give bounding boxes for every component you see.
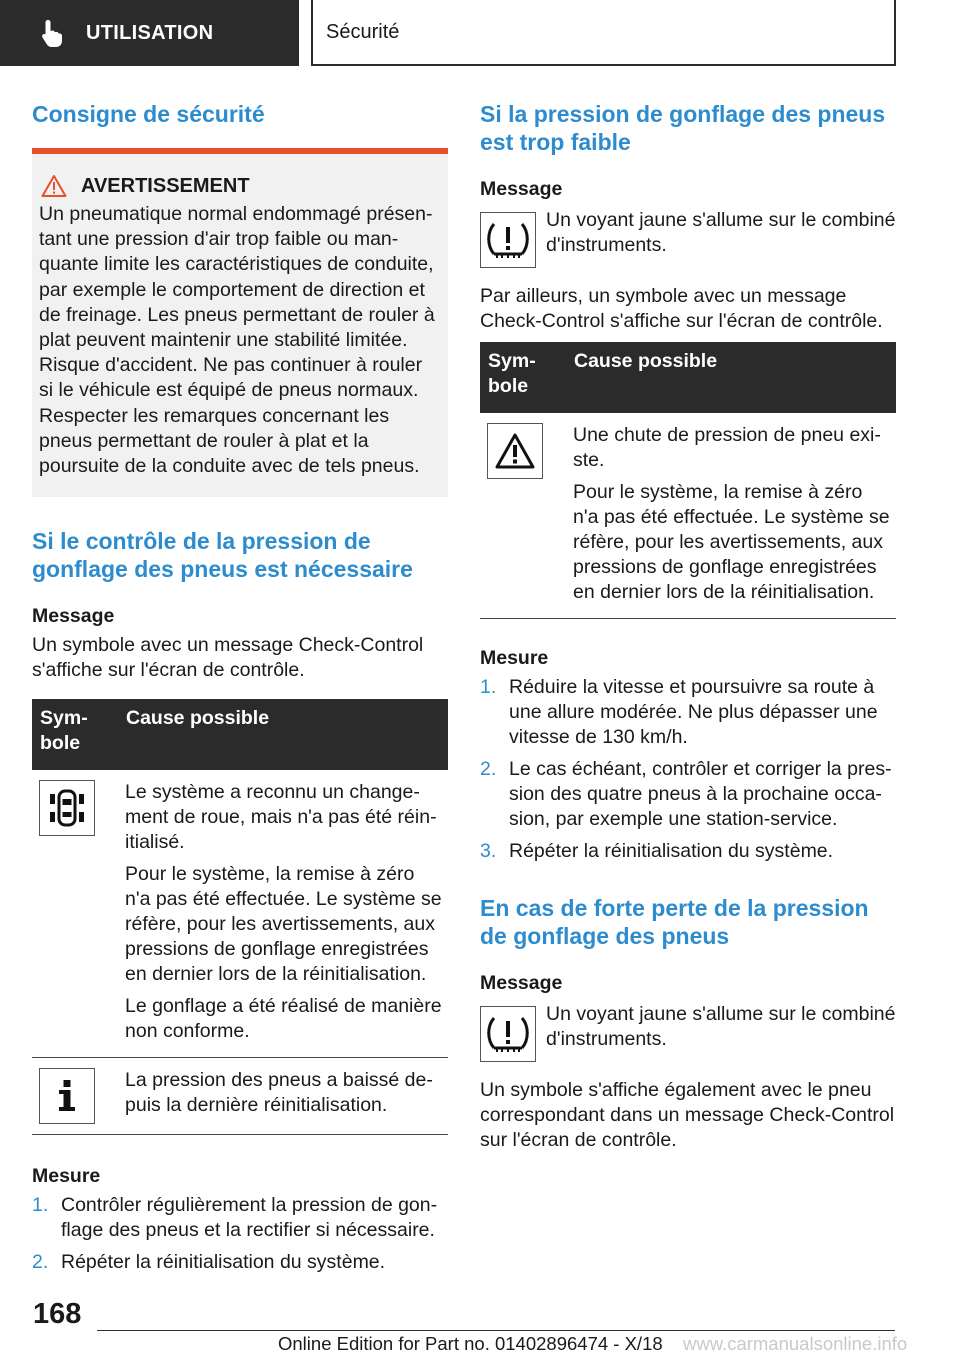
car-tyre-reset-icon (39, 780, 95, 836)
message-heading: Message (32, 605, 115, 628)
section-label: UTILISATION (86, 21, 214, 44)
message-text: Un symbole avec un message Check-Control s'affiche sur l'écran de contrôle. (32, 634, 424, 682)
warning-text: Un pneumatique normal endommagé présentant une pression d'air trop faible ou manquante limite les caractéristiques de conduite, par exemple le comportement de direction et de freinage. Les pneus permettant de rouler à plat peuvent maintenir une stabilité limitée. Risque d'accident. Ne pas continuer à rouler si le véhicule est équipé de pneus normaux. Respecter les remarques concernant les pneus permettant de rouler à plat et la poursuite de la conduite avec de tels pneus. (39, 203, 435, 478)
cause-text: Une chute de pression de pneu existe. (573, 424, 881, 471)
measure-heading: Mesure (480, 647, 549, 669)
col-symbol-header: Symbole (32, 699, 118, 770)
list-item: 2. Le cas échéant, contrôler et corriger la pression des quatre pneus à la prochaine occasion, par exemple une station-service. (480, 758, 892, 830)
chapter-tab[interactable] (311, 0, 896, 66)
info-icon (39, 1068, 95, 1124)
tyre-pressure-warning-icon (480, 1006, 536, 1062)
measure-steps (480, 675, 896, 864)
table-row (32, 1058, 448, 1135)
pressure-check-title: Si le contrôle de la pression de gonflage des pneus est nécessaire (32, 528, 413, 583)
tyre-pressure-warning-icon (480, 212, 536, 268)
message-row (480, 1003, 896, 1062)
page-header (0, 0, 960, 66)
page-number: 168 (33, 1298, 82, 1330)
col-cause-header: Cause possible (118, 699, 448, 770)
low-pressure-title: Si la pression de gonflage des pneus est trop faible (480, 101, 886, 155)
list-item: 3. Répéter la réinitialisation du système. (480, 840, 834, 862)
measure-steps (32, 1193, 448, 1275)
strong-loss-title: En cas de forte perte de la pression de gonflage des pneus (480, 895, 869, 949)
edition-text: Online Edition for Part no. 01402896474 - X/18 (278, 1333, 663, 1354)
section-tab[interactable] (0, 0, 299, 66)
message-row (480, 209, 896, 268)
warning-box (32, 148, 448, 497)
list-item: 1. Réduire la vitesse et poursuivre sa route à une allure modérée. Ne plus dépasser une vitesse de 130 km/h. (480, 676, 878, 748)
message-text: Un voyant jaune s'allume sur le combiné d'instruments. (546, 1003, 896, 1050)
cause-text: La pression des pneus a baissé depuis la dernière réinitialisation. (125, 1069, 433, 1117)
footer-divider (97, 1330, 895, 1331)
measure-heading: Mesure (32, 1165, 101, 1188)
warning-title: AVERTISSEMENT (81, 174, 250, 197)
message-text: Un voyant jaune s'allume sur le combiné d'instruments. (546, 209, 896, 256)
symbol-table (480, 342, 896, 619)
message-heading: Message (480, 178, 563, 200)
warning-title-row (39, 174, 440, 198)
table-header-row (480, 342, 896, 413)
cause-text: Pour le système, la remise à zéro n'a pas été effectuée. Le système se réfère, pour les avertissements, aux pressions de gonflage enregistrées en dernier lors de la réinitialisation. (573, 481, 890, 603)
col-cause-header: Cause possible (566, 342, 896, 413)
left-column (32, 100, 448, 1282)
symbol-table (32, 699, 448, 1135)
warning-triangle-icon (41, 174, 67, 198)
cause-text: Pour le système, la remise à zéro n'a pas été effectuée. Le système se réfère, pour les avertissements, aux pressions de gonflage enregistrées en dernier lors de la réinitialisation. (125, 863, 442, 986)
right-column (480, 100, 896, 1169)
safety-notice-title: Consigne de sécurité (32, 101, 265, 127)
table-header-row (32, 699, 448, 770)
paragraph: Par ailleurs, un symbole avec un message Check-Control s'affiche sur l'écran de contrôle. (480, 285, 883, 332)
list-item: 2. Répéter la réinitialisation du système. (32, 1251, 386, 1274)
col-symbol-header: Symbole (480, 342, 566, 413)
hand-pointer-icon (40, 18, 66, 48)
paragraph: Un symbole s'affiche également avec le pneu correspondant dans un message Check-Control sur l'écran de contrôle. (480, 1079, 895, 1151)
watermark: www.carmanualsonline.info (683, 1333, 908, 1354)
cause-text: Le système a reconnu un changement de roue, mais n'a pas été réinitialisé. (125, 781, 437, 854)
chapter-label: Sécurité (326, 20, 400, 43)
table-row (32, 770, 448, 1058)
message-heading: Message (480, 972, 563, 994)
table-row (480, 413, 896, 619)
list-item: 1. Contrôler régulièrement la pression de gonflage des pneus et la rectifier si nécessaire. (32, 1194, 438, 1242)
cause-text: Le gonflage a été réalisé de manière non conforme. (125, 995, 442, 1043)
warning-triangle-icon (487, 423, 543, 479)
